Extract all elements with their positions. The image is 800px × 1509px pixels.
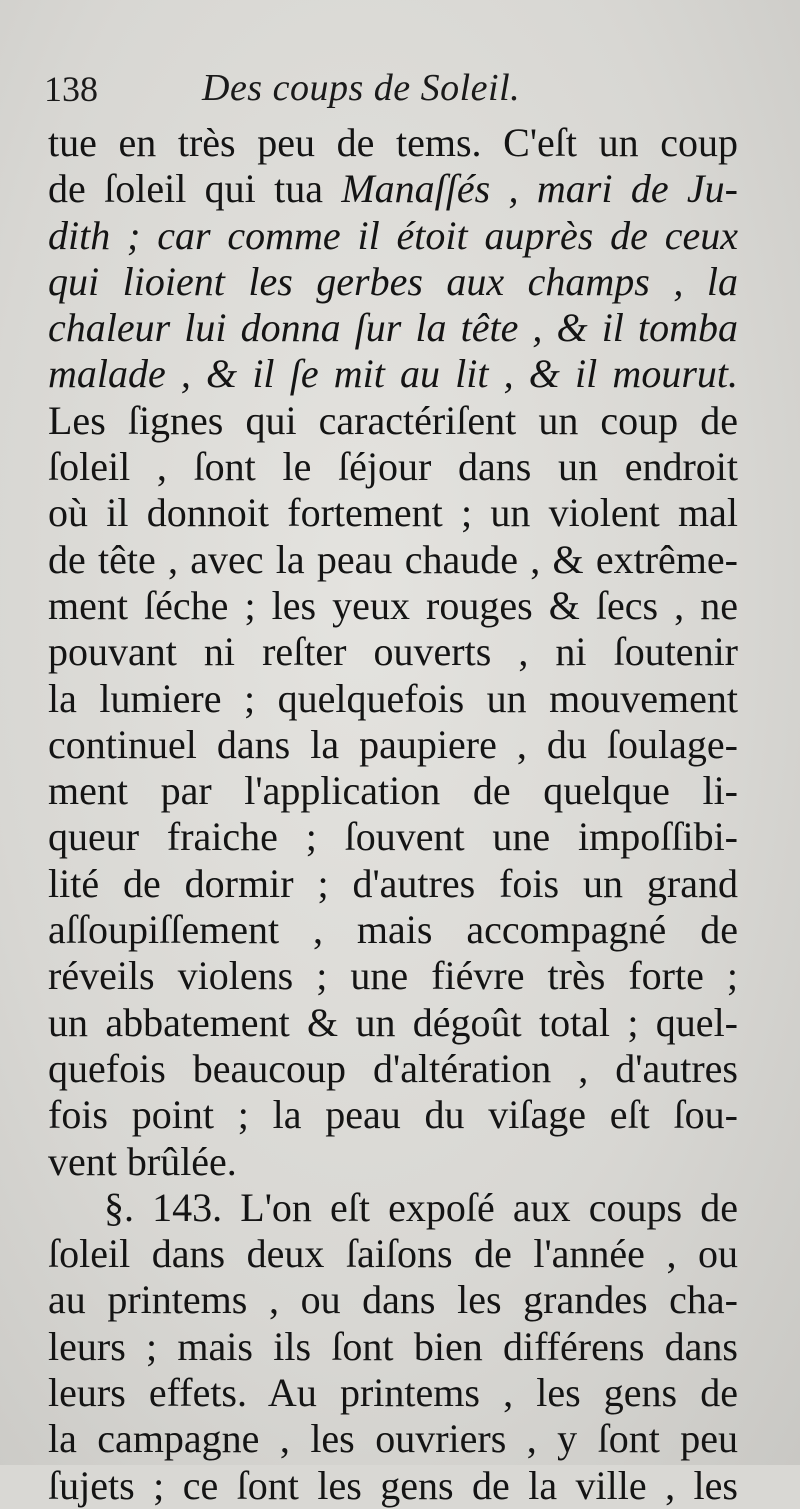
text-line: ſoleil , ſont le ſéjour dans un endroit xyxy=(48,444,738,490)
text-line: tue en très peu de tems. C'eſt un coup xyxy=(48,120,738,165)
text-line: la lumiere ; quelquefois un mouvement xyxy=(48,675,738,721)
text-line: queur fraiche ; ſouvent une impoſſibi- xyxy=(48,814,738,860)
text-line: §. 143. L'on eſt expoſé aux coups de xyxy=(104,1184,738,1230)
body-text xyxy=(48,120,738,1509)
text-line: chaleur lui donna ſur la tête , & il tomba xyxy=(48,305,738,351)
running-title: Des coups de Soleil. xyxy=(202,67,521,109)
text-line: aſſoupiſſement , mais accompagné de xyxy=(48,907,738,953)
text-line: réveils violens ; une fiévre très forte ; xyxy=(48,953,738,999)
text-line: ment ſéche ; les yeux rouges & ſecs , ne xyxy=(48,582,738,628)
text-line: de tête , avec la peau chaude , & extrême- xyxy=(48,536,738,582)
text-line: fois point ; la peau du viſage eſt ſou- xyxy=(48,1092,738,1138)
text-line: la campagne , les ouvriers , y ſont peu xyxy=(48,1416,738,1462)
text-line: pouvant ni reſter ouverts , ni ſoutenir xyxy=(48,629,738,675)
text-line: dith ; car comme il étoit auprès de ceux xyxy=(48,212,738,258)
text-line: ſujets ; ce ſont les gens de la ville , les xyxy=(48,1462,738,1508)
text-line: Les ſignes qui caractériſent un coup de xyxy=(48,397,738,443)
text-line: qui lioient les gerbes aux champs , la xyxy=(48,258,738,304)
page-number: 138 xyxy=(44,69,98,109)
text-line: un abbatement & un dégoût total ; quel- xyxy=(48,999,738,1045)
text-line: où il donnoit fortement ; un violent mal xyxy=(48,490,738,536)
text-segment: de ſoleil qui tua xyxy=(48,166,323,212)
text-line: quefois beaucoup d'altération , d'autres xyxy=(48,1045,738,1091)
text-line: leurs ; mais ils ſont bien différens dans xyxy=(48,1323,738,1369)
text-line: malade , & il ſe mit au lit , & il mourut. xyxy=(48,351,738,397)
text-line: leurs effets. Au printems , les gens de xyxy=(48,1370,738,1416)
text-line: ſoleil dans deux ſaiſons de l'année , ou xyxy=(48,1231,738,1277)
text-line: lité de dormir ; d'autres fois un grand xyxy=(48,860,738,906)
text-line: vent brûlée. xyxy=(48,1138,237,1184)
text-line xyxy=(48,166,738,212)
text-line: continuel dans la paupiere , du ſoulage- xyxy=(48,721,738,767)
page-header xyxy=(44,62,744,122)
text-line: ment par l'application de quelque li- xyxy=(48,768,738,814)
text-segment-italic: Manaſſés , mari de Ju- xyxy=(341,166,738,212)
text-line: au printems , ou dans les grandes cha- xyxy=(48,1277,738,1323)
